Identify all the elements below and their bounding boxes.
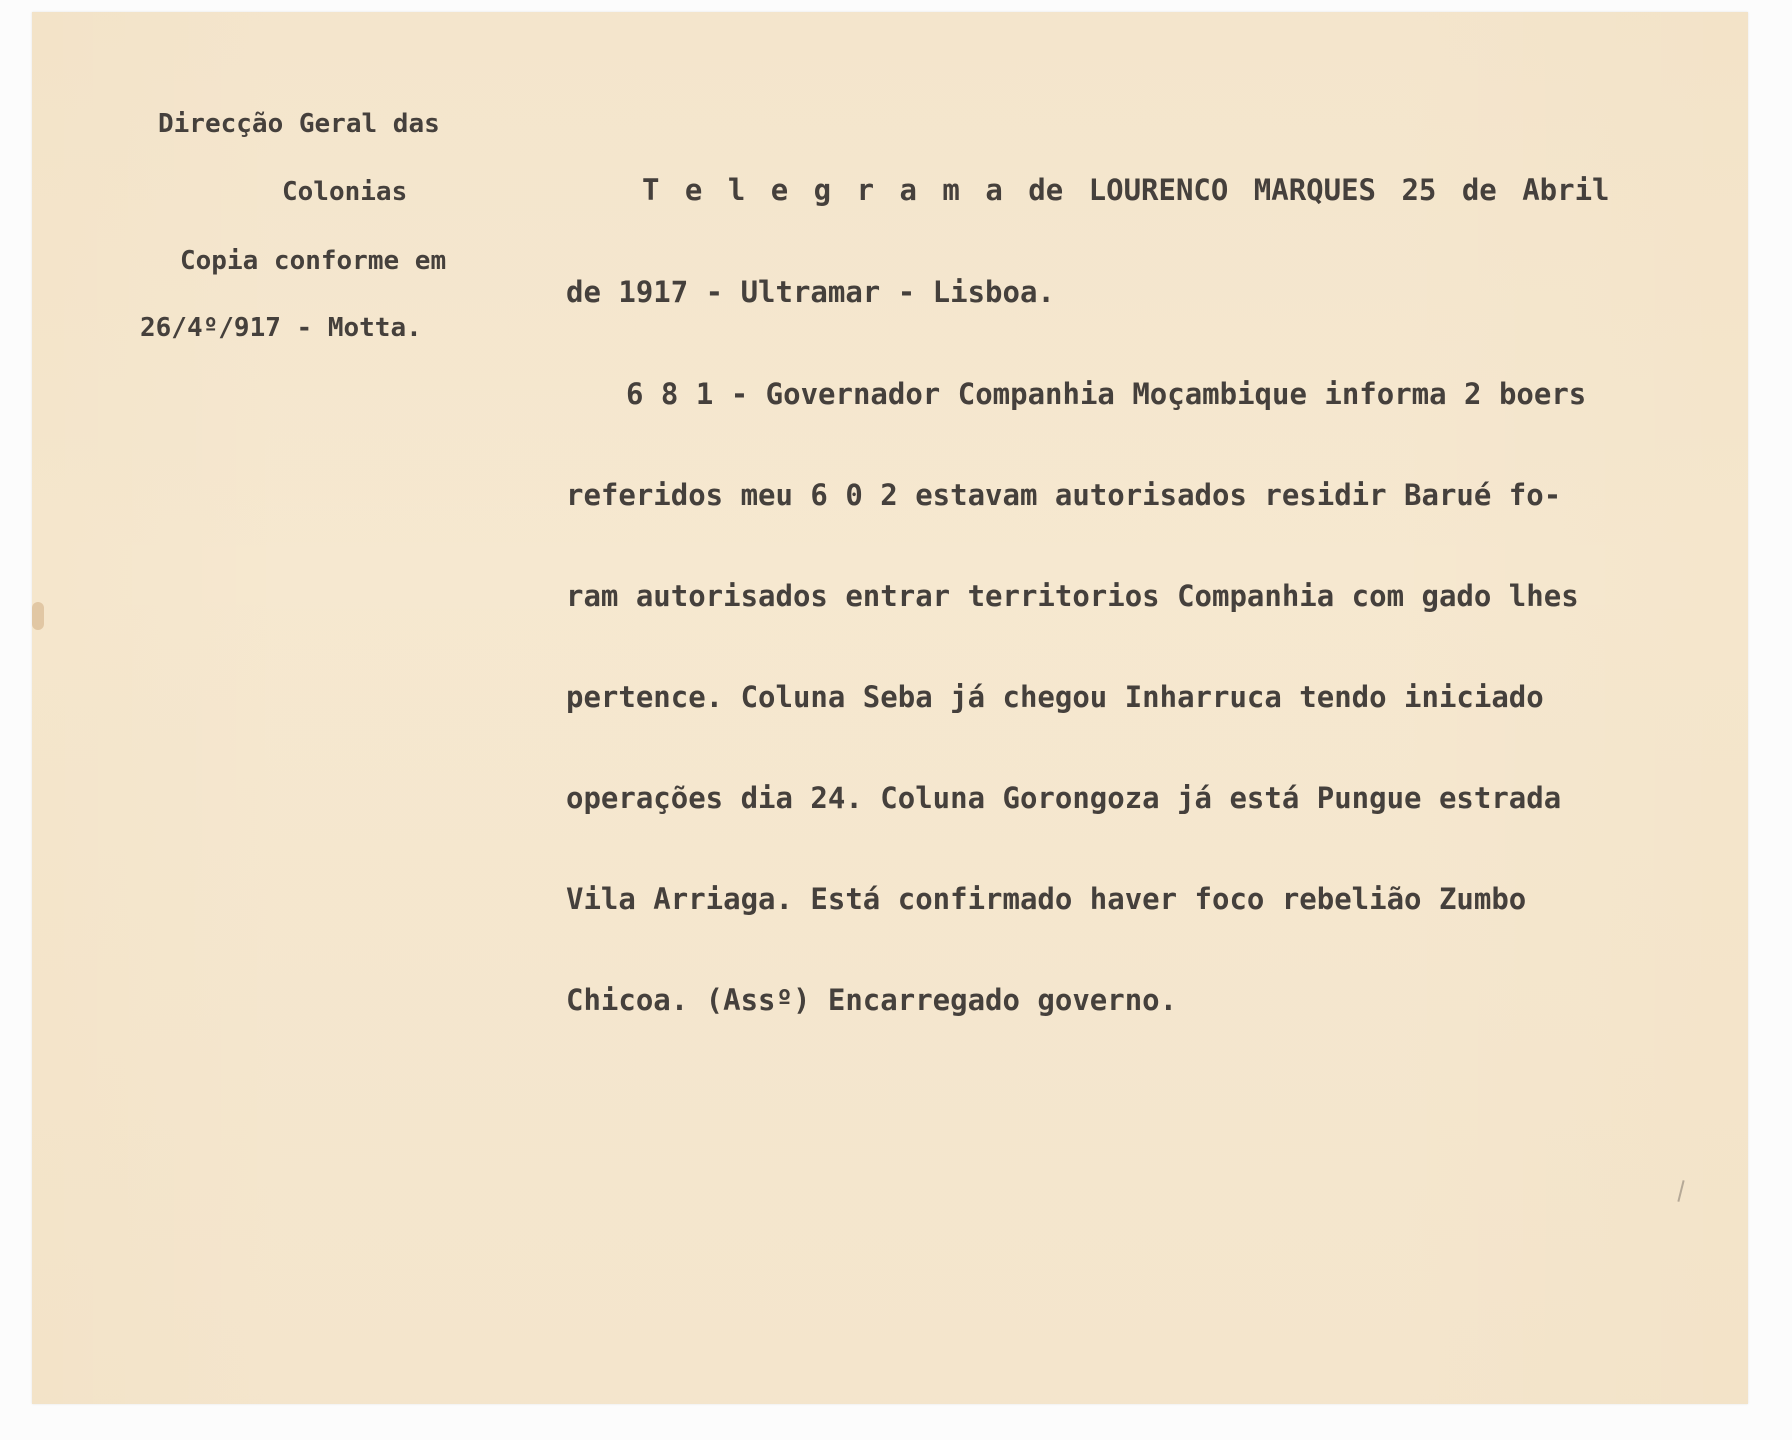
- body-line-1: 6 8 1 - Governador Companhia Moçambique informa 2 boers: [626, 377, 1587, 411]
- pencil-mark: [1677, 1180, 1684, 1202]
- body-line-5: operações dia 24. Coluna Gorongoza já está Pungue estrada: [566, 781, 1562, 815]
- body-line-7: Chicoa. (Assº) Encarregado governo.: [566, 983, 1178, 1017]
- margin-note-line-3: Copia conforme em: [180, 246, 447, 276]
- paper-stain: [32, 602, 44, 630]
- body-line-2: referidos meu 6 0 2 estavam autorisados residir Barué fo-: [566, 478, 1562, 512]
- telegram-heading-line-2: de 1917 - Ultramar - Lisboa.: [566, 275, 1055, 309]
- margin-note-line-4: 26/4º/917 - Motta.: [140, 313, 422, 343]
- body-line-3: ram autorisados entrar territorios Companhia com gado lhes: [566, 579, 1579, 613]
- margin-note-line-2: Colonias: [282, 177, 408, 207]
- body-line-4: pertence. Coluna Seba já chegou Inharruca tendo iniciado: [566, 680, 1544, 714]
- body-line-6: Vila Arriaga. Está confirmado haver foco rebelião Zumbo: [566, 882, 1527, 916]
- telegram-heading: T e l e g r a m a de LOURENCO MARQUES 25 de Abril: [642, 173, 1610, 207]
- margin-note-line-1: Direcção Geral das: [158, 109, 440, 139]
